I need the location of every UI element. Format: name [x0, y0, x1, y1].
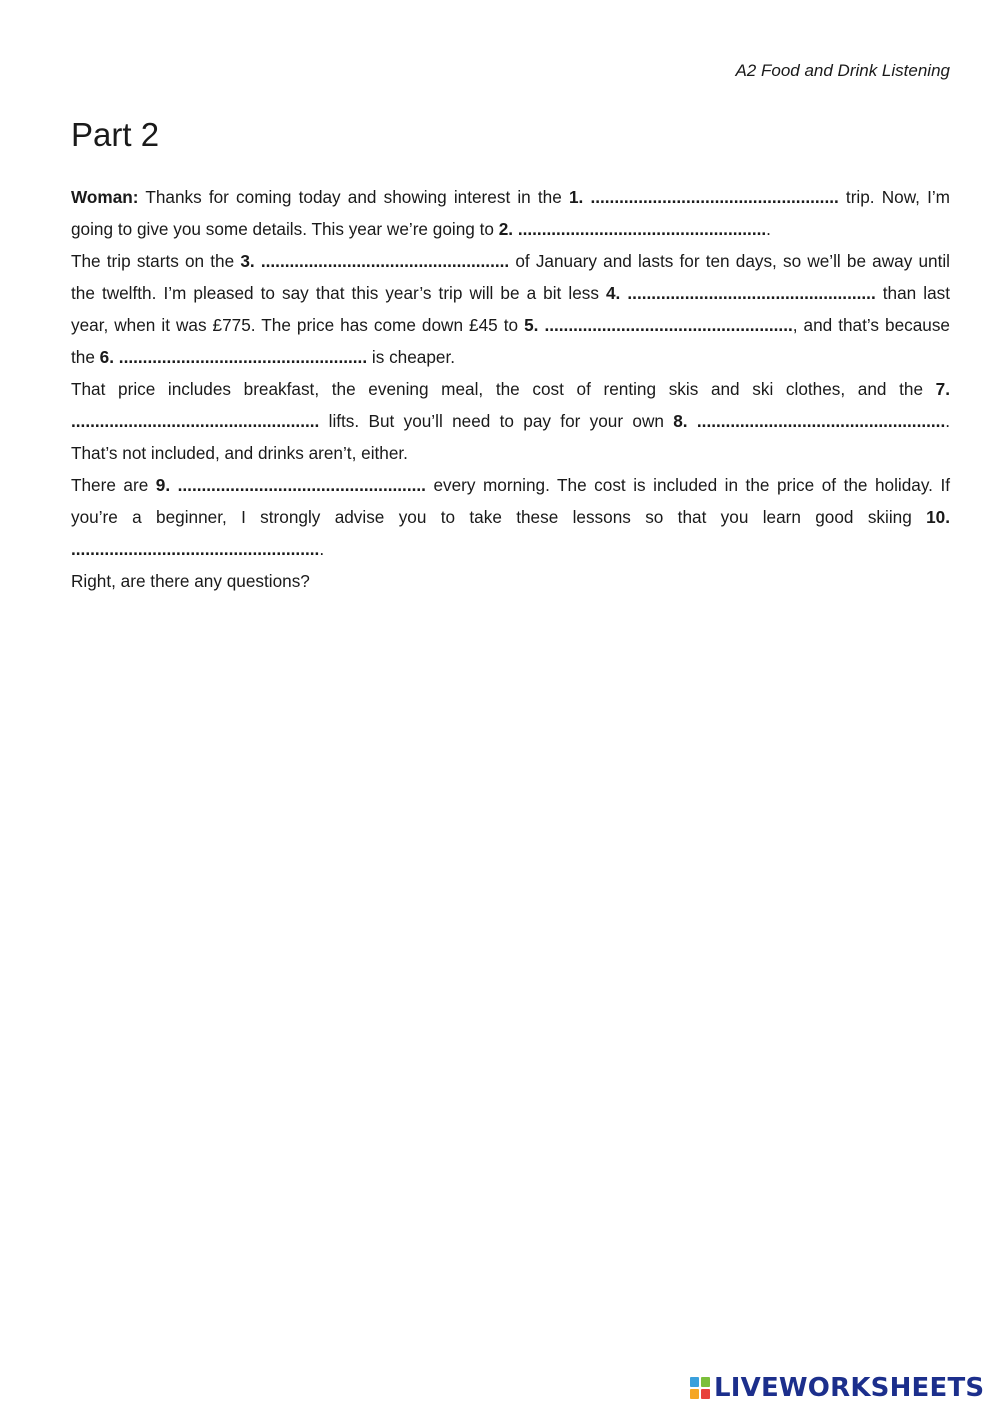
blank-number-9: 9.: [155, 475, 171, 495]
blank-number-5: 5.: [524, 315, 539, 335]
paragraph-5: Right, are there any questions?: [71, 571, 310, 591]
blank-8[interactable]: ....................................................: [696, 411, 946, 431]
part-title: Part 2: [71, 116, 160, 153]
liveworksheets-logo[interactable]: [690, 1371, 984, 1405]
logo-mark-tile-1: [690, 1377, 699, 1387]
blank-number-3: 3.: [240, 251, 255, 271]
blank-6[interactable]: ....................................................: [118, 347, 368, 367]
blank-9[interactable]: ....................................................: [177, 475, 426, 495]
paragraph-3: That price includes breakfast, the evening meal, the cost of renting skis and ski clothes, and the 7. .................................................... lifts. But you’ll need to pay for your own 8. ..................................................... That’s not included, and drinks aren’t, either.: [71, 379, 950, 463]
blank-number-8: 8.: [673, 411, 688, 431]
paragraph-1: Woman: Thanks for coming today and showing interest in the 1. .................................................... trip. Now, I’m going to give you some details. This year we’re going to 2. .....................................................: [71, 187, 950, 239]
logo-mark-tile-3: [690, 1389, 699, 1399]
transcript-body: [71, 181, 950, 597]
logo-mark-tile-2: [701, 1377, 710, 1387]
logo-text: LIVEWORKSHEETS: [714, 1373, 985, 1403]
logo-mark-icon: [690, 1377, 710, 1399]
logo-mark-tile-4: [701, 1389, 710, 1399]
blank-number-2: 2.: [498, 219, 514, 239]
blank-10[interactable]: ....................................................: [71, 539, 320, 559]
blank-7[interactable]: ....................................................: [71, 411, 320, 431]
blank-3[interactable]: ....................................................: [260, 251, 510, 271]
document-header: A2 Food and Drink Listening: [735, 61, 950, 80]
blank-number-10: 10.: [926, 507, 950, 527]
blank-number-6: 6.: [99, 347, 115, 367]
blank-2[interactable]: ....................................................: [517, 219, 767, 239]
paragraph-2: The trip starts on the 3. .................................................... of January and lasts for ten days, so we’ll be away until the twelfth. I’m pleased to say that this year’s trip will be a bit less 4. .................................................... than last year, when it was £775. The price has come down £45 to 5. ...................................................., and that’s because the 6. .................................................... is cheaper.: [71, 251, 951, 367]
blank-number-4: 4.: [606, 283, 621, 303]
blank-number-1: 1.: [568, 187, 584, 207]
blank-1[interactable]: ....................................................: [590, 187, 839, 207]
speaker-label: Woman:: [71, 187, 139, 207]
blank-5[interactable]: ....................................................: [544, 315, 793, 335]
paragraph-4: There are 9. .................................................... every morning. The cost is included in the price of the holiday. If you’re a beginner, I strongly advise you to take these lessons so that you learn good skiing 10. .....................................................: [71, 475, 950, 559]
blank-number-7: 7.: [935, 379, 950, 399]
blank-4[interactable]: ....................................................: [627, 283, 876, 303]
